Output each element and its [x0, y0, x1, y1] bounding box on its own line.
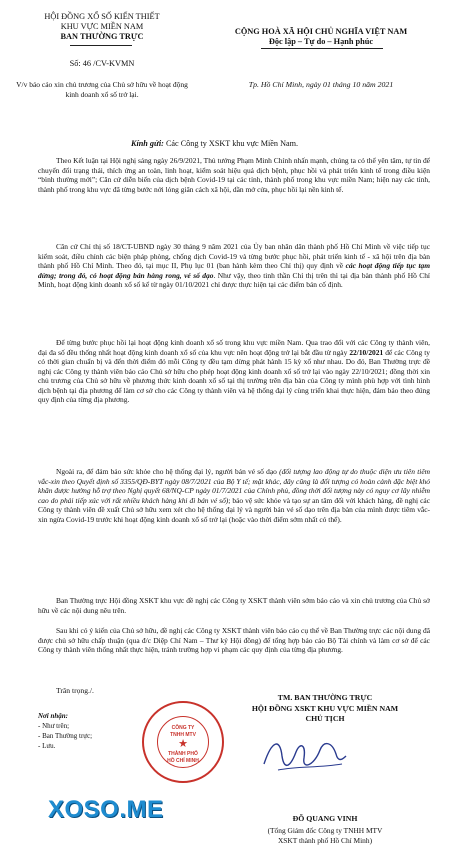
signer-name: ĐỖ QUANG VINH	[292, 814, 358, 823]
paragraph-6-text: Sau khi có ý kiến của Chủ sở hữu, đề nghị các Công ty XSKT thành viên báo cáo cụ thể về Ban Thường trực các nội dung đã được chủ sở hữu chấp thuận (qua đ/c Diệp Chí Nam – Thư ký Hội đồng) để tổng hợp báo cáo Bộ Tài chính và làm cơ sở để các Công ty thành viên thống nhất thực hiện, tránh trường hợp vi phạm các quy định của từng địa phương.	[38, 626, 430, 655]
paragraph-5	[38, 596, 430, 615]
issuer-underline	[70, 45, 132, 46]
signature-header	[200, 693, 450, 725]
recipients-label: Nơi nhận:	[38, 712, 69, 720]
seal-star-icon: ★	[178, 738, 188, 750]
place-date: Tp. Hồ Chí Minh, ngày 01 tháng 10 năm 2021	[248, 80, 394, 89]
document-subject: V/v báo cáo xin chủ trương của Chủ sở hữu về hoạt động kinh doanh xổ số trở lại.	[16, 80, 188, 99]
paragraph-2-emphasis: các hoạt động tiếp tục tạm dừng; trong đó, có hoạt động bán hàng rong, vé số dạo	[38, 261, 431, 280]
paragraph-4	[38, 467, 430, 524]
paragraph-4-text-a: Ngoài ra, để đảm bảo sức khỏe cho hệ thống đại lý, người bán vé số dạo	[56, 467, 280, 476]
issuer-line3: BAN THƯỜNG TRỰC	[60, 32, 144, 41]
paragraph-6	[38, 626, 430, 655]
seal-text: CÔNG TY	[171, 725, 195, 731]
salutation-recipient: Các Công ty XSKT khu vực Miền Nam.	[165, 139, 299, 148]
paragraph-3-text-a: Để từng bước phục hồi lại hoạt động kinh doanh xổ số trong khu vực miền Nam. Qua trao đổi với các Công ty thành viên, đại đa số đều thống nhất hoạt động kinh doanh xổ số của khu vực nên hoạt động trở lại bắt đầu từ ngày	[38, 338, 430, 357]
handwritten-signature	[258, 730, 350, 780]
signer-title-line1: (Tổng Giám đốc Công ty TNHH MTV	[267, 826, 383, 835]
paragraph-2	[38, 242, 430, 290]
salutation	[131, 139, 298, 148]
issuer-block	[12, 12, 192, 42]
signature-position: CHỦ TỊCH	[305, 714, 345, 723]
national-block	[196, 27, 446, 47]
signer-title-line2: XSKT thành phố Hồ Chí Minh)	[277, 835, 373, 845]
signature-council: HỘI ĐỒNG XSKT KHU VỰC MIỀN NAM	[251, 703, 399, 713]
closing: Trân trọng./.	[56, 686, 94, 695]
paragraph-3-date: 22/10/2021	[349, 347, 384, 357]
watermark-logo: XOSO.ME	[48, 796, 164, 823]
document-number: Số: 46 /CV-KVMN	[69, 59, 135, 68]
signer-title	[200, 826, 450, 845]
issuer-line1: HỘI ĐỒNG XỔ SỐ KIẾN THIẾT	[44, 12, 160, 21]
seal-text: TNHH MTV	[170, 732, 196, 738]
recipient-item: - Ban Thường trực;	[38, 732, 93, 740]
paragraph-3-text-c: để các Công ty có thời gian chuẩn bị và đến thời điểm đó mỗi Công ty đều tạm dừng phát hành 15 kỳ xổ như nhau. Do đó, Ban Thường trực đề nghị các Công ty thành viên báo cáo Chủ sở hữu cho phép hoạt động kinh doanh xổ số trở lại vào ngày 22/10/2021; đồng thời xin chủ trương của Chủ sở hữu về phương thức kinh doanh xổ số tại thị trường trên địa bàn của Công ty mình phù hợp với tình hình dịch bệnh tại địa phương để làm cơ sở cho các Công ty thành viên và hệ thống đại lý cùng triển khai thực hiện, đảm bảo theo đúng quy định của từng địa phương.	[38, 347, 431, 405]
paragraph-2-text-a: Căn cứ Chỉ thị số 18/CT-UBND ngày 30 tháng 9 năm 2021 của Ủy ban nhân dân thành phố Hồ Chí Minh về việc tiếp tục kiểm soát, điều chỉnh các biện pháp phòng, chống dịch Covid-19 và từng bước phục hồi, phát triển kinh tế - xã hội trên địa bàn thành phố Hồ Chí Minh. Theo đó, tại mục II, Phụ lục 01 (ban hành kèm theo Chỉ thị) quy định về	[38, 242, 430, 271]
paragraph-4-text-c: ; bảo vệ sức khỏe và tạo sự an tâm đối với khách hàng, đề nghị các Công ty thành viên đề xuất Chủ sở hữu xem xét cho hệ thống đại lý và người bán vé số dạo trên địa bàn của mình được tiêm vắc-xin ngừa Covid-19 trước khi hoạt động kinh doanh xổ số trở lại (hoặc vào thời điểm sớm nhất có thể).	[38, 495, 431, 524]
issuer-line2: KHU VỰC MIỀN NAM	[60, 22, 144, 31]
recipient-item: - Như trên;	[38, 722, 70, 730]
seal-text: THÀNH PHỐ	[168, 751, 198, 757]
national-motto: Độc lập – Tự do – Hạnh phúc	[268, 37, 374, 46]
paragraph-4-italic: (đối tượng lao động tự do thuộc diện ưu tiên tiêm vắc-xin theo Quyết định số 3355/QĐ-BYT ngày 08/7/2021 của Bộ Y tế; mặt khác, đây cũng là đối tượng có hoàn cảnh đặc biệt khó khăn được hưởng hỗ trợ theo Nghị quyết 68/NQ-CP ngày 01/7/2021 của Chính phủ, đồng thời đối tượng này có nguy cơ lây nhiễm cao do phải tiếp xúc với rất nhiều khách hàng khi đi bán vé số)	[38, 467, 430, 505]
paragraph-5-text: Ban Thường trực Hội đồng XSKT khu vực đề nghị các Công ty XSKT thành viên sớm báo cáo và xin chủ trương của Chủ sở hữu về các nội dung nêu trên.	[38, 596, 430, 615]
recipients-block	[38, 711, 92, 751]
paragraph-1	[38, 156, 430, 194]
salutation-label: Kính gửi:	[131, 139, 164, 148]
seal-text: HỒ CHÍ MINH	[167, 758, 199, 764]
official-seal	[142, 701, 224, 783]
paragraph-3	[38, 338, 430, 405]
motto-underline	[261, 48, 383, 49]
recipient-item: - Lưu.	[38, 742, 56, 750]
national-title: CỘNG HOÀ XÃ HỘI CHỦ NGHĨA VIỆT NAM	[234, 27, 408, 36]
paragraph-1-text: Theo Kết luận tại Hội nghị sáng ngày 26/9/2021, Thủ tướng Phạm Minh Chính nhấn mạnh, chúng ta có thể yên tâm, tự tin để chuyển đổi trạng thái, thích ứng an toàn, linh hoạt, kiểm soát hiệu quả dịch bệnh, phục hồi và phát triển kinh tế trong điều kiện “bình thường mới”; Căn cứ diễn biến của dịch bệnh Covid-19 tại các tỉnh, thành phố trong khu vực miền Nam; hiện nay các tỉnh, thành phố trong khu vực đã từng bước nới lỏng giãn cách xã hội, dần mở cửa, phục hồi lại nền kinh tế.	[38, 156, 430, 194]
signature-for-label: TM. BAN THƯỜNG TRỰC	[277, 693, 373, 702]
paragraph-2-text-c: . Như vậy, theo tinh thần Chỉ thị trên thì tại địa bàn thành phố Hồ Chí Minh, hoạt động kinh doanh xổ số kể từ ngày 01/10/2021 chỉ được thực hiện tại các điểm bán cố định.	[38, 270, 430, 290]
